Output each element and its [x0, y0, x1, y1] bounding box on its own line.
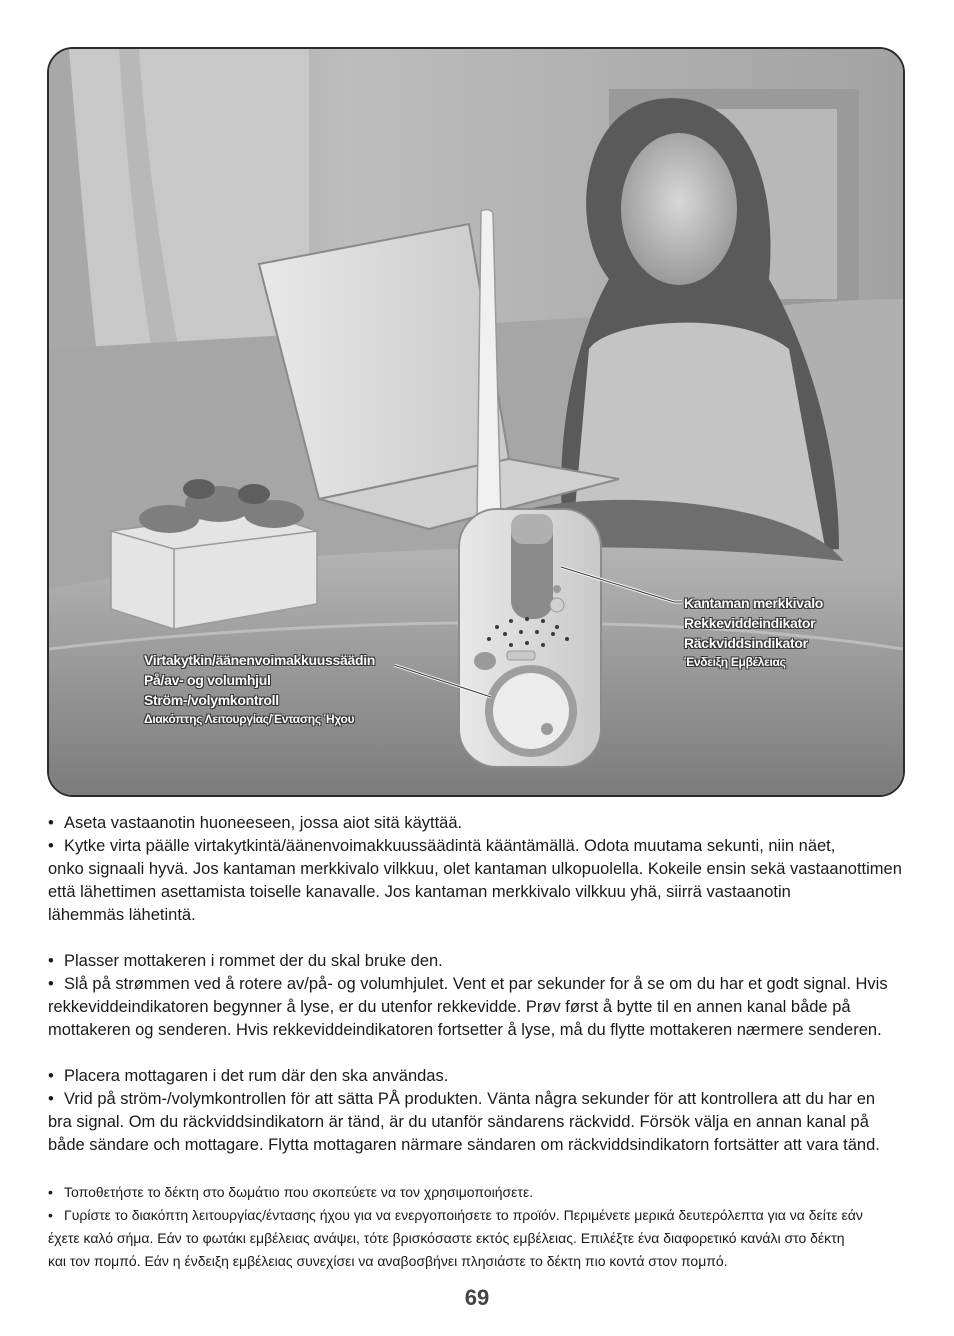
callout-label: På/av- og volumhjul — [144, 672, 271, 688]
list-item: • Placera mottagaren i det rum där den ska användas. — [48, 1067, 449, 1085]
callout-label: Rekkeviddeindikator — [684, 615, 816, 631]
norwegian-instructions — [48, 950, 910, 1042]
finnish-instructions — [48, 812, 910, 927]
callout-label: Ström-/volymkontroll — [144, 692, 279, 708]
list-item: • Kytke virta päälle virtakytkintä/äänenvoimakkuussäädintä kääntämällä. Odota muutama sekunti, niin näet, onko signaali hyvä. Jos kantaman merkkivalo vilkkuu, olet kantaman ulkopuolella. Kokeile ensin sekä vastaanottimen että lähettimen asettamista toiselle kanavalle. Jos kantaman merkkivalo vilkkuu yhä, siirrä vastaanotin lähemmäs lähetintä. — [48, 837, 902, 924]
callout-power-volume — [144, 650, 375, 729]
list-item: • Vrid på ström-/volymkontrollen för att sätta PÅ produkten. Vänta några sekunder för att kontrollera att du har en bra signal. Om du räckviddsindikatorn är tänd, är du utanför sändarens räckvidd. Försök välja en annan kanal på både sändare och mottagare. Flytta mottagaren närmare sändaren om räckviddsindikatorn fortsätter att vara tänd. — [48, 1090, 880, 1154]
swedish-instructions — [48, 1065, 910, 1157]
list-item: • Τοποθετήστε το δέκτη στο δωμάτιο που σκοπεύετε να τον χρησιμοποιήσετε. — [48, 1184, 534, 1200]
list-item: • Plasser mottakeren i rommet der du skal bruke den. — [48, 952, 443, 970]
greek-instructions — [48, 1181, 910, 1273]
callout-label: Ένδειξη Εμβέλειας — [684, 655, 786, 669]
list-item: • Slå på strømmen ved å rotere av/på- og volumhjulet. Vent et par sekunder for å se om du har et godt signal. Hvis rekkeviddeindikatoren begynner å lyse, er du utenfor rekkevidde. Prøv først å bytte til en annen kanal både på mottakeren og senderen. Hvis rekkeviddeindikatoren fortsetter å lyse, må du flytte mottakeren nærmere senderen. — [48, 975, 888, 1039]
callout-label: Kantaman merkkivalo — [684, 595, 824, 611]
list-item: • Aseta vastaanotin huoneeseen, jossa aiot sitä käyttää. — [48, 814, 463, 832]
callout-range-indicator — [684, 593, 823, 672]
callout-label: Virtakytkin/äänenvoimakkuussäädin — [144, 652, 376, 668]
callout-label: Räckviddsindikator — [684, 635, 808, 651]
page-number: 69 — [464, 1285, 490, 1310]
list-item: • Γυρίστε το διακόπτη λειτουργίας/έντασης ήχου για να ενεργοποιήσετε το προϊόν. Περιμένετε μερικά δευτερόλεπτα για να δείτε εάν έχετε καλό σήμα. Εάν το φωτάκι εμβέλειας ανάψει, τότε βρισκόσαστε εκτός εμβέλειας. Επιλέξτε ένα διαφορετικό κανάλι στο δέκτη και τον πομπό. Εάν η ένδειξη εμβέλειας συνεχίσει να αναβοσβήνει πλησιάστε το δέκτη πιο κοντά στον πομπό. — [48, 1207, 863, 1269]
callout-label: Διακόπτης Λειτουργίας/Έντασης Ήχου — [144, 712, 355, 726]
